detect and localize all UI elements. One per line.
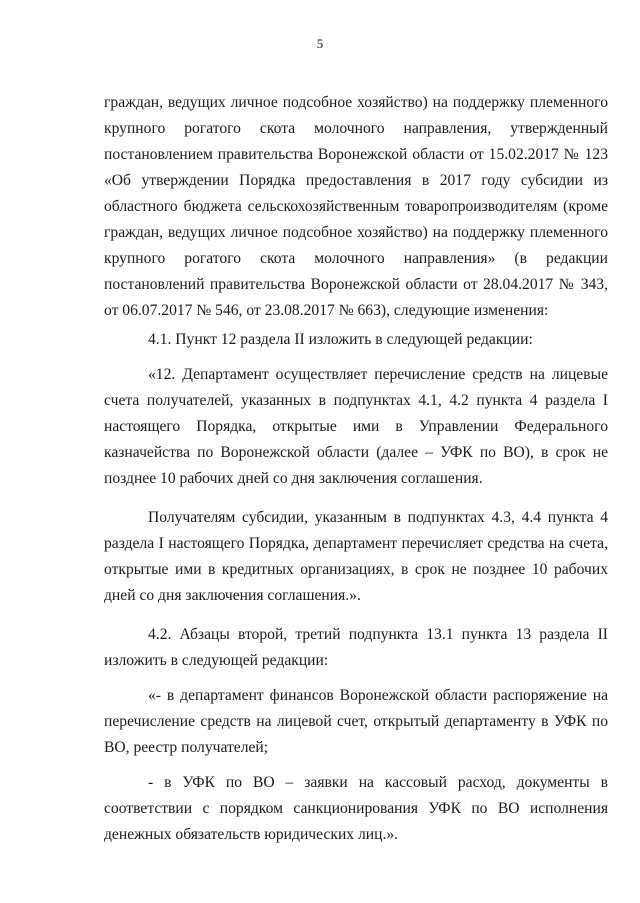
bullet-finance-department: «- в департамент финансов Воронежской области распоряжение на перечисление средств на лицевой счет, открытый департаменту в УФК по ВО, реестр получателей; — [104, 687, 608, 756]
bullet-ufk-requests: - в УФК по ВО – заявки на кассовый расход, документы в соответствии с порядком санкционирования УФК по ВО исполнения денежных обязательств юридических лиц.». — [104, 774, 608, 843]
page-number: 5 — [316, 36, 324, 51]
paragraph-item-4-2: 4.2. Абзацы второй, третий подпункта 13.1 пункта 13 раздела II изложить в следующей редакции: — [104, 626, 608, 669]
paragraph-item-4-1: 4.1. Пункт 12 раздела II изложить в следующей редакции: — [148, 331, 533, 348]
paragraph-continuation: граждан, ведущих личное подсобное хозяйство) на поддержку племенного крупного рогатого скота молочного направления, утвержденный постановлением правительства Воронежской области от 15.02.2017 № 123 «Об утверждении Порядка предоставления в 2017 году субсидии из областного бюджета сельскохозяйственным товаропроизводителям (кроме граждан, ведущих личное подсобное хозяйство) на поддержку племенного крупного рогатого скота молочного направления» (в редакции постановлений правительства Воронежской области от 28.04.2017 № 343, от 06.07.2017 № 546, от 23.08.2017 № 663), следующие изменения: — [104, 94, 608, 319]
document-body — [104, 90, 608, 848]
paragraph-clause-12: «12. Департамент осуществляет перечисление средств на лицевые счета получателей, указанных в подпунктах 4.1, 4.2 пункта 4 раздела I настоящего Порядка, открытые ими в Управлении Федерального казначейства по Воронежской области (далее – УФК по ВО), в срок не позднее 10 рабочих дней со дня заключения соглашения. — [104, 366, 608, 487]
paragraph-clause-12-recipients: Получателям субсидии, указанным в подпунктах 4.3, 4.4 пункта 4 раздела I настоящего Порядка, департамент перечисляет средства на счета, открытые ими в кредитных организациях, в срок не позднее 10 рабочих дней со дня заключения соглашения.». — [104, 509, 608, 604]
